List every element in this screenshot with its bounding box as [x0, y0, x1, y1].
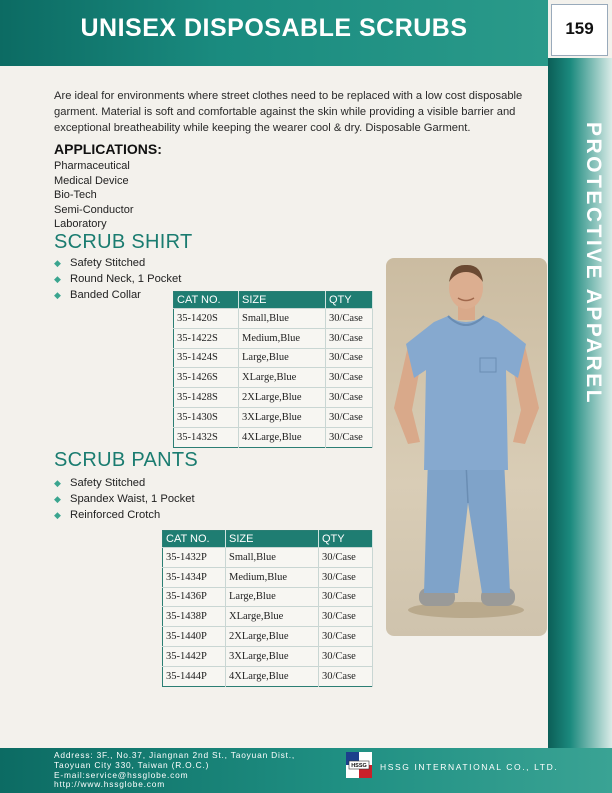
column-header-size: SIZE — [239, 292, 326, 309]
feature-item — [54, 507, 195, 523]
cat-no-cell: 35-1434P — [163, 567, 226, 587]
table-header-row — [174, 292, 373, 309]
qty-cell: 30/Case — [319, 587, 373, 607]
address-line: Address: 3F., No.37, Jiangnan 2nd St., Taoyuan Dist., — [54, 750, 296, 760]
feature-text: Reinforced Crotch — [70, 509, 161, 521]
column-header-cat-no: CAT NO. — [163, 531, 226, 548]
application-item: Semi-Conductor — [54, 203, 134, 216]
scrub-shirt-features — [54, 255, 181, 303]
model-in-scrubs-illustration — [386, 258, 547, 636]
cat-no-cell: 35-1432S — [174, 427, 239, 447]
email-line[interactable]: E-mail:service@hssglobe.com — [54, 769, 189, 780]
scrub-shirt-table — [173, 291, 373, 448]
size-cell: Medium,Blue — [239, 328, 326, 348]
scrub-pants-table — [162, 530, 373, 687]
size-cell: XLarge,Blue — [226, 607, 319, 627]
column-header-size: SIZE — [226, 531, 319, 548]
feature-item — [54, 475, 195, 491]
size-cell: 3XLarge,Blue — [226, 646, 319, 666]
size-cell: 2XLarge,Blue — [239, 388, 326, 408]
cat-no-cell: 35-1422S — [174, 328, 239, 348]
page-number: 159 — [565, 19, 594, 38]
table-row — [163, 666, 373, 686]
size-cell: 2XLarge,Blue — [226, 627, 319, 647]
qty-cell: 30/Case — [326, 348, 373, 368]
table-row — [174, 309, 373, 329]
scrub-pants-title: SCRUB PANTS — [54, 449, 199, 471]
page-title: UNISEX DISPOSABLE SCRUBS — [80, 14, 468, 42]
size-cell: 4XLarge,Blue — [239, 427, 326, 447]
intro-paragraph: Are ideal for environments where street clothes need to be replaced with a low cost disposable garment. Material is soft and comfortable against the skin while providing a visible barrier and exceptional breatheability while keeping the wearer cool & dry. Disposable Garment. — [54, 90, 523, 134]
cat-no-cell: 35-1428S — [174, 388, 239, 408]
cat-no-cell: 35-1430S — [174, 407, 239, 427]
qty-cell: 30/Case — [326, 427, 373, 447]
feature-item — [54, 287, 181, 303]
table-row — [174, 348, 373, 368]
hssg-logo-icon — [346, 752, 372, 778]
size-cell: Large,Blue — [239, 348, 326, 368]
product-photo — [386, 258, 547, 636]
applications-list — [54, 159, 133, 232]
diamond-bullet-icon: ◆ — [54, 494, 61, 504]
diamond-bullet-icon: ◆ — [54, 290, 61, 300]
diamond-bullet-icon: ◆ — [54, 274, 61, 284]
column-header-qty: QTY — [326, 292, 373, 309]
size-cell: XLarge,Blue — [239, 368, 326, 388]
diamond-bullet-icon: ◆ — [54, 510, 61, 520]
table-row — [163, 567, 373, 587]
category-label: PROTECTIVE APPAREL — [582, 122, 605, 406]
table-row — [163, 646, 373, 666]
address-line: Taoyuan City 330, Taiwan (R.O.C.) — [54, 759, 210, 770]
application-item: Bio-Tech — [54, 189, 97, 201]
cat-no-cell: 35-1424S — [174, 348, 239, 368]
size-cell: 3XLarge,Blue — [239, 407, 326, 427]
qty-cell: 30/Case — [319, 548, 373, 568]
qty-cell: 30/Case — [319, 567, 373, 587]
logo-text: HSSG — [351, 763, 367, 770]
table-row — [174, 407, 373, 427]
website-line[interactable]: http://www.hssglobe.com — [54, 779, 166, 790]
feature-item — [54, 491, 195, 507]
column-header-cat-no: CAT NO. — [174, 292, 239, 309]
qty-cell: 30/Case — [319, 666, 373, 686]
cat-no-cell: 35-1432P — [163, 548, 226, 568]
qty-cell: 30/Case — [319, 627, 373, 647]
table-row — [163, 548, 373, 568]
feature-text: Safety Stitched — [70, 257, 146, 269]
cat-no-cell: 35-1444P — [163, 666, 226, 686]
applications-heading: APPLICATIONS: — [54, 141, 162, 157]
feature-text: Round Neck, 1 Pocket — [70, 273, 182, 285]
cat-no-cell: 35-1438P — [163, 607, 226, 627]
feature-text: Banded Collar — [70, 289, 141, 301]
feature-item — [54, 271, 181, 287]
cat-no-cell: 35-1436P — [163, 587, 226, 607]
scrub-pants-features — [54, 475, 195, 523]
application-item: Medical Device — [54, 174, 129, 187]
table-row — [174, 368, 373, 388]
qty-cell: 30/Case — [319, 607, 373, 627]
table-row — [174, 328, 373, 348]
diamond-bullet-icon: ◆ — [54, 478, 61, 488]
size-cell: Small,Blue — [239, 309, 326, 329]
cat-no-cell: 35-1440P — [163, 627, 226, 647]
qty-cell: 30/Case — [326, 309, 373, 329]
table-row — [174, 427, 373, 447]
footer-address — [54, 751, 295, 790]
size-cell: 4XLarge,Blue — [226, 666, 319, 686]
cat-no-cell: 35-1420S — [174, 309, 239, 329]
feature-item — [54, 255, 181, 271]
qty-cell: 30/Case — [319, 646, 373, 666]
table-row — [163, 587, 373, 607]
application-item: Laboratory — [54, 218, 107, 230]
column-header-qty: QTY — [319, 531, 373, 548]
scrub-shirt-title: SCRUB SHIRT — [54, 231, 193, 253]
cat-no-cell: 35-1442P — [163, 646, 226, 666]
size-cell: Large,Blue — [226, 587, 319, 607]
qty-cell: 30/Case — [326, 328, 373, 348]
feature-text: Spandex Waist, 1 Pocket — [70, 493, 195, 505]
cat-no-cell: 35-1426S — [174, 368, 239, 388]
table-row — [163, 627, 373, 647]
table-row — [163, 607, 373, 627]
size-cell: Small,Blue — [226, 548, 319, 568]
qty-cell: 30/Case — [326, 368, 373, 388]
size-cell: Medium,Blue — [226, 567, 319, 587]
table-row — [174, 388, 373, 408]
application-item: Pharmaceutical — [54, 160, 130, 172]
qty-cell: 30/Case — [326, 388, 373, 408]
feature-text: Safety Stitched — [70, 477, 146, 489]
qty-cell: 30/Case — [326, 407, 373, 427]
table-header-row — [163, 531, 373, 548]
company-name: HSSG INTERNATIONAL CO., LTD. — [380, 762, 559, 772]
diamond-bullet-icon: ◆ — [54, 258, 61, 268]
